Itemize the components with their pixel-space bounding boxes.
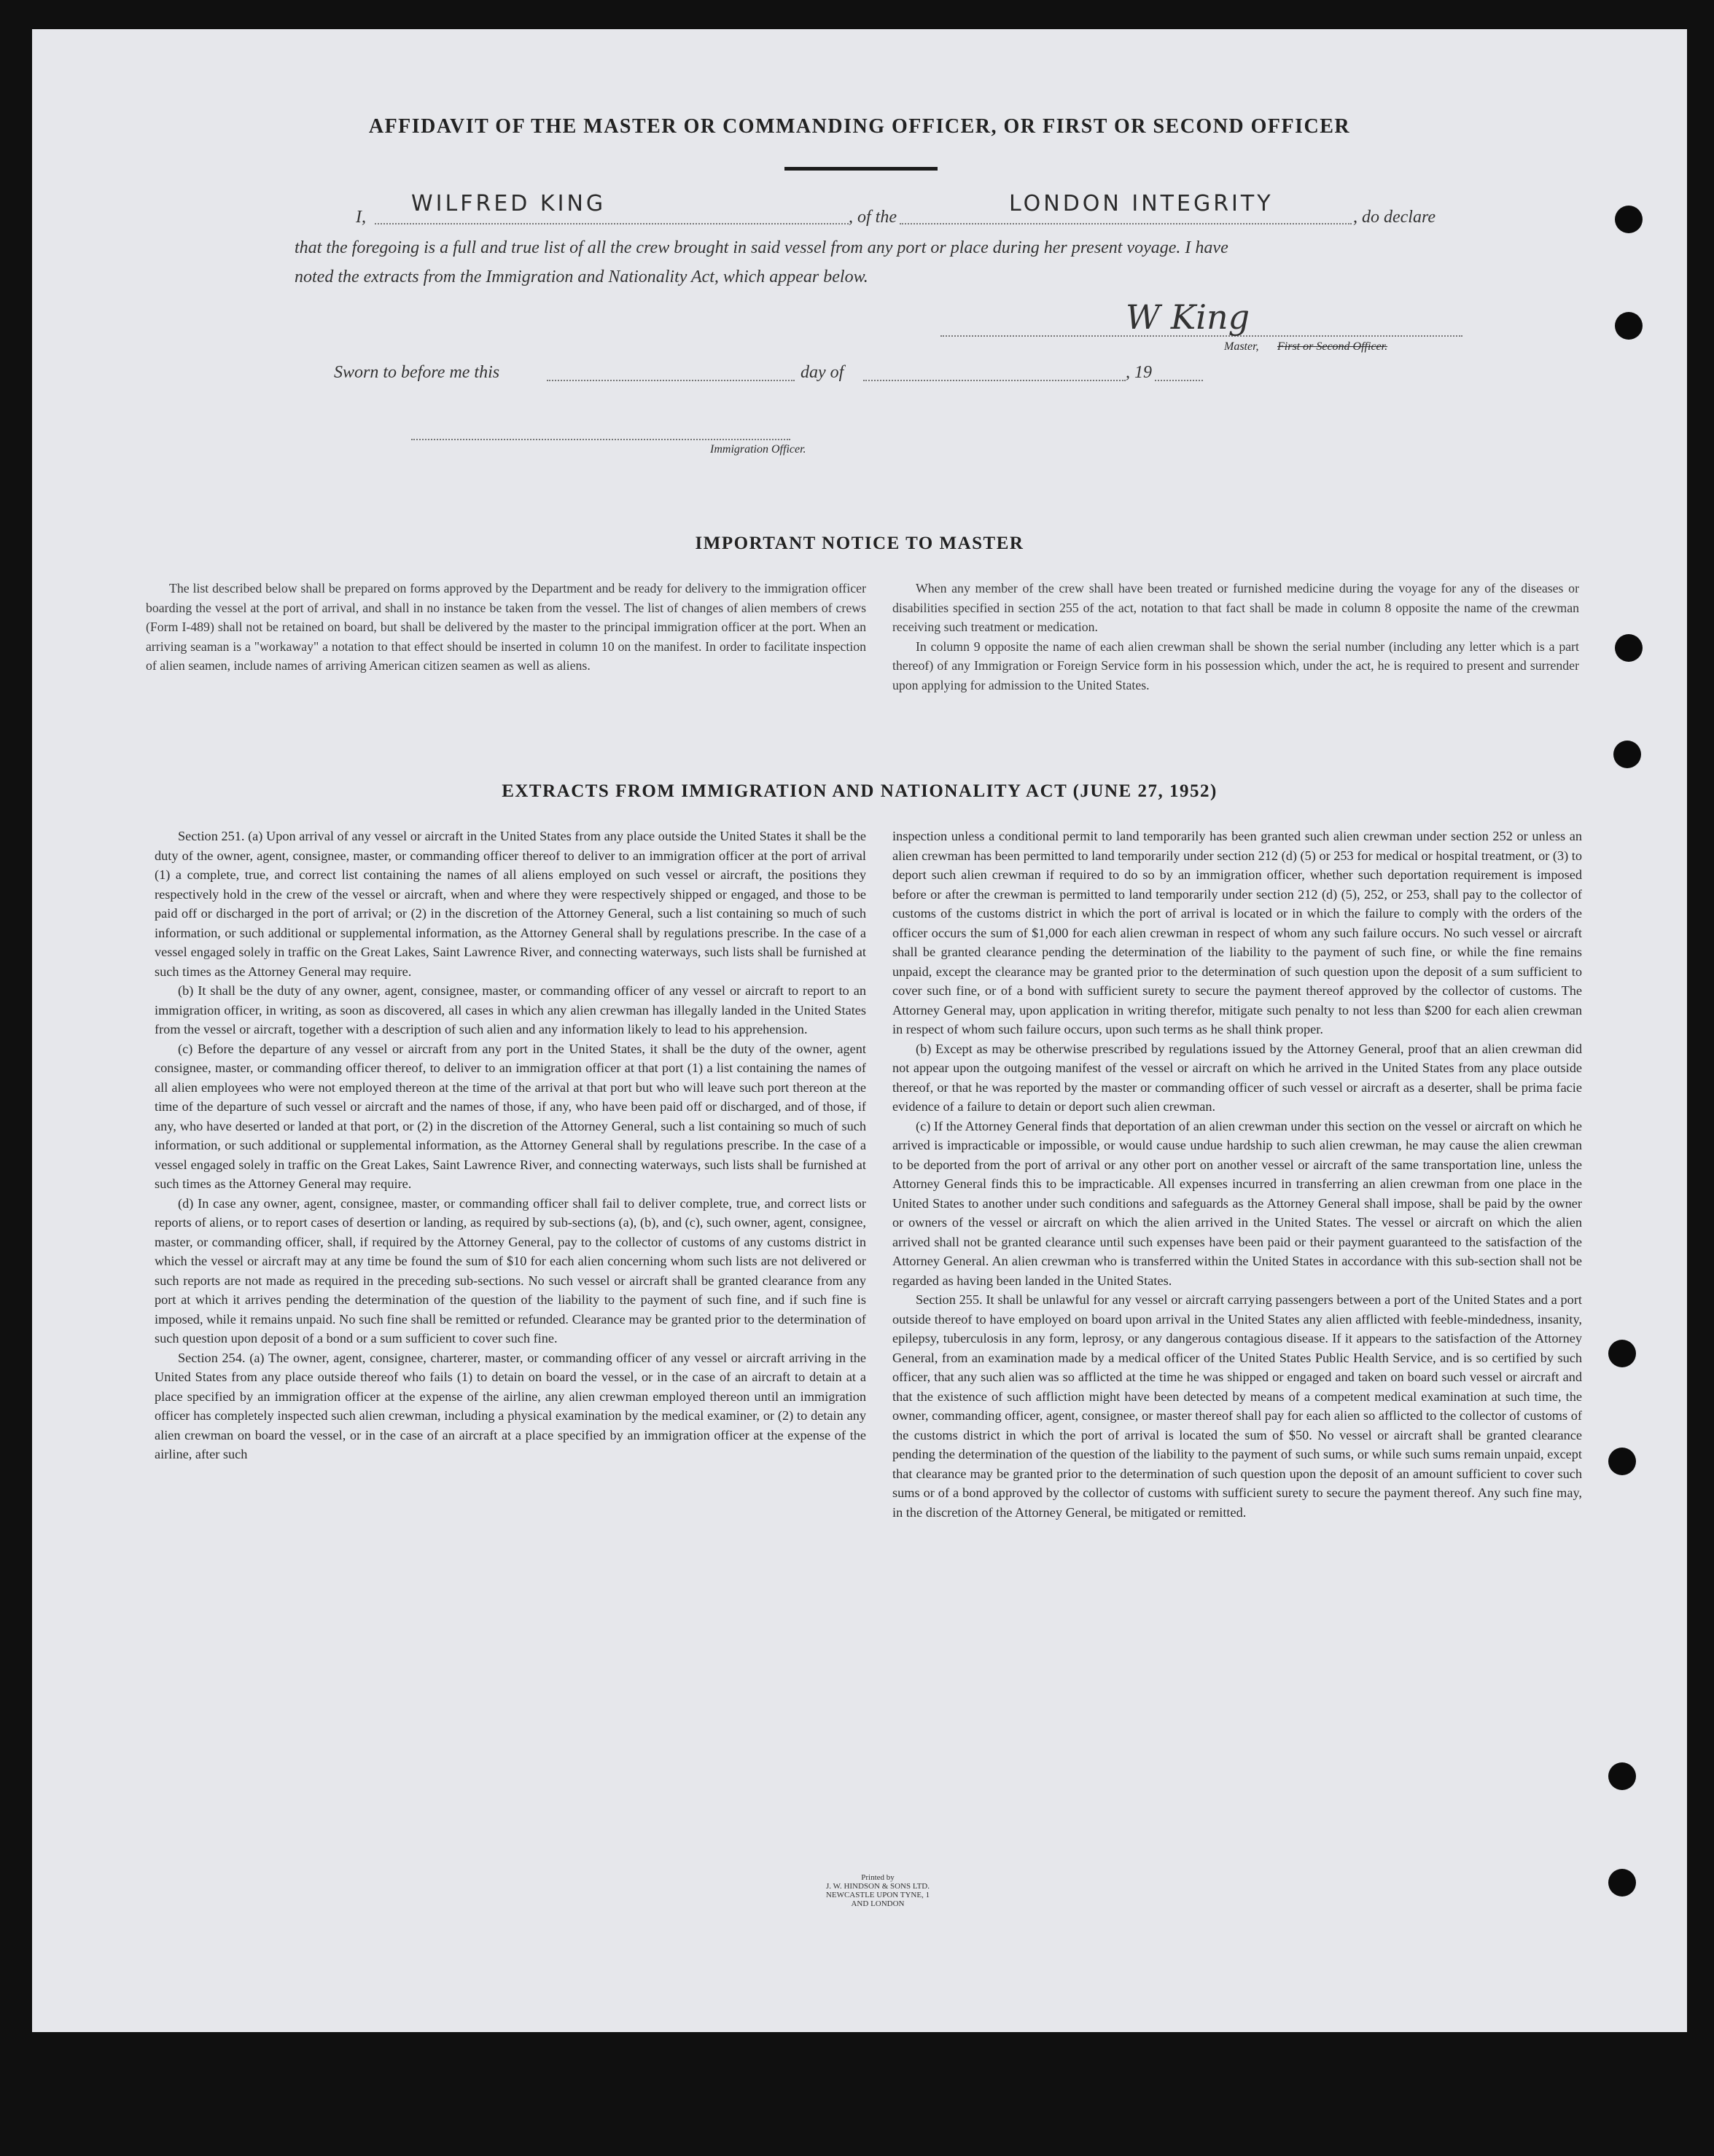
section-254-a: Section 254. (a) The owner, agent, consignee, charterer, master, or commanding officer of any vessel or aircraft arriving in the United States from any place outside thereof who fails (1) to detain on board the vessel, or in the case of an aircraft to detain at a place specified by an immigration officer at the expense of the airline, any alien crewman employed thereon until an immigration officer has completely inspected such alien crewman, including a physical examination by the medical examiner, or (2) to detain any alien crewman on board the vessel, or in the case of an aircraft at a place specified by an immigration officer at the expense of the airline, after such [155, 1350, 866, 1461]
section-254-b: (b) Except as may be otherwise prescribed by regulations issued by the Attorney General, proof that an alien crewman did not appear upon the outgoing manifest of the vessel or aircraft on which he arrived in the United States from any place outside thereof, or that he was reported by the master or commanding officer of such vessel or aircraft as a deserter, shall be prima facie evidence of a failure to detain or deport such alien crewman. [892, 1041, 1582, 1114]
handwritten-vessel: LONDON INTEGRITY [1009, 191, 1274, 216]
punch-hole-1 [1615, 206, 1643, 233]
name-field-line [375, 223, 849, 224]
section-251-d: (d) In case any owner, agent, consignee, master, or commanding officer shall fail to deliver complete, true, and correct lists or reports of aliens, or to report cases of desertion or landing, as required by sub-sections (a), (b), and (c), such owner, agent, consignee, master, or commanding officer, shall, if required by the Attorney General, pay to the collector of customs of any customs district in which the vessel or aircraft may at any time be found the sum of $10 for each alien concerning whom such lists are not delivered or such reports are not made as required in the preceding sub-sections. No such vessel or aircraft shall be granted clearance from any port at which it arrives pending the determination of the question of the liability to the payment of such fine, and if such fine is imposed, while it remains unpaid. No such fine shall be remitted or refunded. Clearance may be granted prior to the determination of such question upon deposit of a bond or a sum sufficient to cover such fine. [155, 1195, 866, 1345]
printer-imprint [688, 1873, 1067, 1908]
affidavit-title: AFFIDAVIT OF THE MASTER OR COMMANDING OFFICER, OR FIRST OR SECOND OFFICER [368, 115, 1351, 138]
punch-hole-3 [1615, 634, 1643, 662]
printer-line-4: AND LONDON [851, 1899, 905, 1908]
punch-hole-4 [1613, 741, 1641, 768]
notice-left-paragraph: The list described below shall be prepared on forms approved by the Department and be ready for delivery to the immigration officer boarding the vessel at the port of arrival, and shall in no instance be taken from the vessel. The list of changes of alien members of crews (Form I-489) shall not be retained on board, but shall be delivered by the master to the principal immigration officer at the port. When an arriving seaman is a "workaway" a notation to that effect should be inserted in column 10 on the manifest. In order to facilitate inspection of alien seamen, include names of arriving American citizen seamen as well as aliens. [146, 581, 866, 673]
notice-right-paragraph-1: When any member of the crew shall have been treated or furnished medicine during the voyage for any of the diseases or disabilities specified in section 255 of the act, notation to that fact shall be made in column 8 opposite the name of the crewman receiving such treatment or medication. [892, 581, 1579, 635]
handwritten-name: WILFRED KING [411, 191, 607, 216]
master-signature: W King [1126, 297, 1250, 337]
punch-hole-5 [1608, 1340, 1636, 1367]
immigration-officer-caption: Immigration Officer. [710, 443, 806, 456]
i-label: I, [356, 208, 366, 227]
sworn-month-line [863, 380, 1126, 381]
punch-hole-2 [1615, 312, 1643, 340]
section-255: Section 255. It shall be unlawful for any vessel or aircraft carrying passengers between a port of the United States and a port outside thereof to have employed on board upon arrival in the United States any alien afflicted with feeble-mindedness, insanity, epilepsy, tuberculosis in any form, leprosy, or any dangerous contagious disease. If it appears to the satisfaction of the Attorney General, from an examination made by a medical officer of the United States Public Health Service, and is so certified by such officer, that any such alien was so afflicted at the time he was shipped or engaged and taken on board such vessel or aircraft and that the existence of such affliction might have been detected by means of a competent medical examination at such time, the owner, commanding officer, agent, consignee, or master thereof shall pay for each alien so afflicted to the collector of customs of the customs district in which the port of arrival is located the sum of $50. No vessel or aircraft shall be granted clearance pending the determination of the question of the liability to the payment of such sums, or while such sums remain unpaid, except that clearance may be granted prior to the determination of such question upon the deposit of an amount sufficient to cover such sums or of a bond approved by the collector of customs with sufficient surety to secure the payment thereof. Any such fine may, in the discretion of the Attorney General, be mitigated or remitted. [892, 1292, 1582, 1520]
signature-caption-master: Master, [1224, 340, 1259, 353]
printer-line-3: NEWCASTLE UPON TYNE, 1 [825, 1891, 930, 1899]
day-of-label: day of [800, 363, 844, 382]
notice-right-paragraph-2: In column 9 opposite the name of each alien crewman shall be shown the serial number (including any letter which is a part thereof) of any Immigration or Foreign Service form in his possession which, under the act, he is required to present and surrender upon applying for admission to the United States. [892, 638, 1579, 692]
section-254-a-continued: inspection unless a conditional permit to land temporarily has been granted such alien crewman under section 252 or unless an alien crewman has been permitted to land temporarily under section 212 (d) (5) or 253 for medical or hospital treatment, or (3) to deport such alien crewman if required to do so by an immigration officer, whether such deportation requirement is imposed before or after the crewman is permitted to land temporarily under section 212 (d) (5), 252, or 253, shall pay to the collector of customs of the customs district in which the port of arrival is located or in which the failure to comply with the orders of the officer occurs the sum of $1,000 for each alien crewman in respect of whom any such failure occurs. No such vessel or aircraft shall be granted clearance pending the determination of the liability to the payment of such fine, or while the fine remains unpaid, except the clearance may be granted prior to the determination of such question upon the deposit of a sum sufficient to cover such fine, or of a bond with sufficient surety to secure the payment thereof approved by the collector of customs. The Attorney General may, upon application in writing therefor, mitigate such penalty to not less than $200 for each alien crewman in respect of whom such failure occurs, upon such terms as he shall think proper. [892, 829, 1582, 1036]
extracts-left-column [155, 827, 866, 1464]
title-rule [784, 167, 938, 171]
notice-right-column [892, 579, 1579, 695]
extracts-title: EXTRACTS FROM IMMIGRATION AND NATIONALITY ACT (JUNE 27, 1952) [502, 781, 1218, 801]
declaration-line-1: that the foregoing is a full and true list of all the crew brought in said vessel from any port or place during her present voyage. I have [295, 238, 1228, 257]
signature-caption-struck: First or Second Officer. [1277, 340, 1388, 353]
vessel-field-line [900, 223, 1352, 224]
of-the-label: , of the [849, 208, 897, 227]
section-251-a: Section 251. (a) Upon arrival of any vessel or aircraft in the United States from any place outside the United States it shall be the duty of the owner, agent, consignee, master, or commanding officer thereof to deliver to an immigration officer at the port of arrival (1) a complete, true, and correct list containing the names of all aliens employed on such vessel or aircraft, the positions they respectively hold in the crew of the vessel or aircraft, when and where they were respectively shipped or engaged, and those to be paid off or discharged in the port of arrival; or (2) in the discretion of the Attorney General, such a list containing so much of such information, or such additional or supplemental information, as the Attorney General shall by regulations prescribe. In the case of a vessel engaged solely in traffic on the Great Lakes, Saint Lawrence River, and connecting waterways, such lists shall be furnished at such times as the Attorney General may require. [155, 829, 866, 979]
officer-signature-line [411, 439, 790, 440]
document-page [32, 29, 1687, 2032]
year-label: , 19 [1126, 363, 1152, 382]
section-251-c: (c) Before the departure of any vessel or aircraft from any port in the United States, it shall be the duty of the owner, agent consignee, master, or commanding officer thereof, to deliver to an immigration officer at that port (1) a list containing the names of all alien employees who were not employed thereon at the time of the arrival at that port but who will leave such port thereon at the time of the departure of such vessel or aircraft and the names of those, if any, who have been paid off or discharged, and of those, if any, who have deserted or landed at that port, or (2) in the discretion of the Attorney General, such a list containing so much of such information, or such additional or supplemental information, as the Attorney General shall by regulations prescribe. In the case of a vessel engaged solely in traffic on the Great Lakes, Saint Lawrence River, and connecting waterways, such lists shall be furnished at such times as the Attorney General may require. [155, 1041, 866, 1191]
notice-title: IMPORTANT NOTICE TO MASTER [695, 534, 1024, 553]
sworn-year-line [1155, 380, 1203, 381]
section-251-b: (b) It shall be the duty of any owner, agent, consignee, master, or commanding officer of any vessel or aircraft to report to an immigration officer, in writing, as soon as discovered, all cases in which any alien crewman has illegally landed in the United States from the vessel or aircraft, together with a description of such alien and any information likely to lead to his apprehension. [155, 983, 866, 1036]
printer-line-2: J. W. HINDSON & SONS LTD. [825, 1882, 930, 1891]
extracts-right-column [892, 827, 1582, 1522]
do-declare-label: , do declare [1353, 208, 1436, 227]
printer-line-1: Printed by [861, 1873, 895, 1882]
sworn-day-line [547, 380, 795, 381]
punch-hole-7 [1608, 1762, 1636, 1790]
sworn-label: Sworn to before me this [334, 363, 500, 382]
punch-hole-8 [1608, 1869, 1636, 1897]
declaration-line-2: noted the extracts from the Immigration and Nationality Act, which appear below. [295, 267, 868, 286]
punch-hole-6 [1608, 1448, 1636, 1475]
notice-left-column [146, 579, 866, 676]
section-254-c: (c) If the Attorney General finds that deportation of an alien crewman under this section on the vessel or aircraft on which he arrived is impracticable or impossible, or would cause undue hardship to such alien crewman, he may cause the alien crewman to be deported from the port of arrival or any other port on another vessel or aircraft of the same transportation line, unless the Attorney General finds this to be impracticable. All expenses incurred in transferring an alien crewman from one place in the United States to another under such conditions and safeguards as the Attorney General shall impose, shall be paid by the owner or owners of the vessel or aircraft on which the alien arrived in the United States. The vessel or aircraft on which the alien arrived shall not be granted clearance until such expenses have been paid or their payment guaranteed to the satisfaction of the Attorney General. An alien crewman who is transferred within the United States in accordance with this sub-section shall not be regarded as having been landed in the United States. [892, 1118, 1582, 1288]
